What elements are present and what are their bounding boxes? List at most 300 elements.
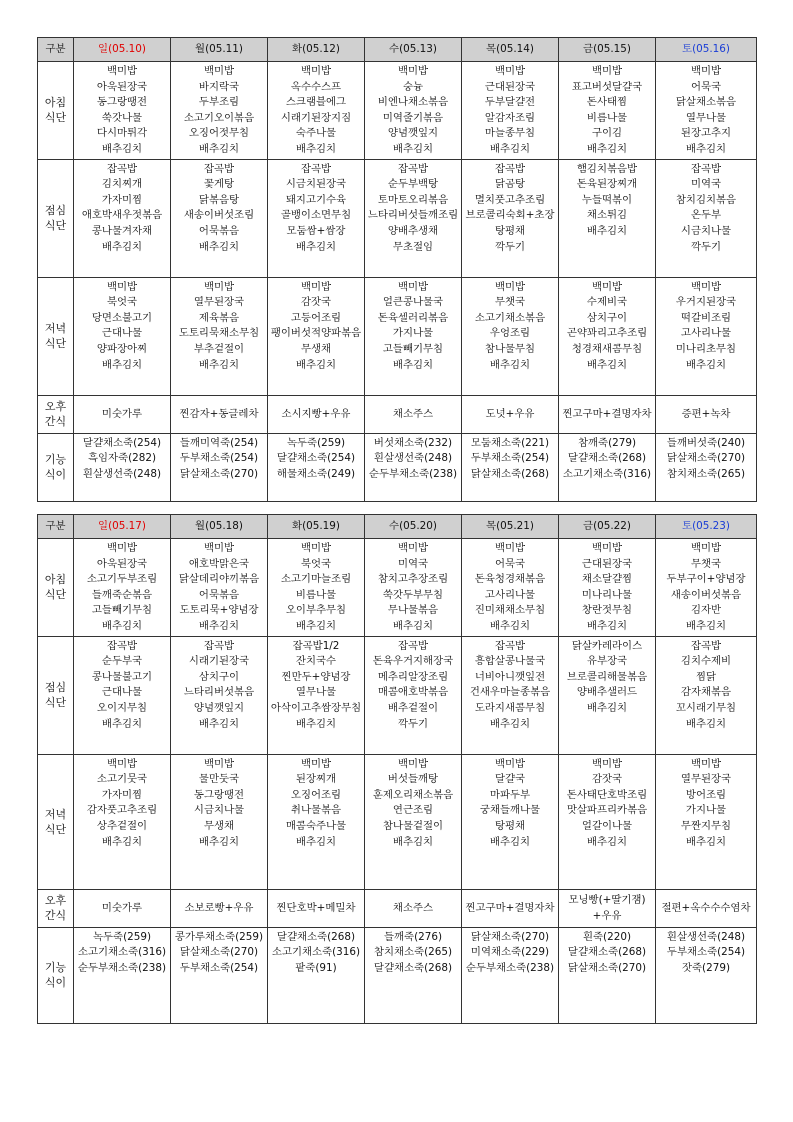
menu-item: 미역줄기볶음 [382, 111, 444, 124]
menu-item: 팥죽(91) [295, 961, 337, 974]
menu-item: 백미밥 [106, 542, 138, 554]
snack-cell [462, 395, 559, 433]
menu-item: 물만둣국 [198, 773, 240, 786]
menu-item: 들깨버섯죽(240) [666, 436, 746, 449]
menu-item: 고들빼기무침 [91, 604, 153, 617]
menu-item: 소고기뭇국 [96, 773, 148, 786]
menu-item: 고사리나물 [484, 588, 536, 601]
menu-item: 느타리버섯볶음 [183, 686, 255, 699]
menu-item: 닭살데리야끼볶음 [178, 573, 260, 586]
special-diet-cell [74, 927, 171, 1023]
menu-item: 우거지된장국 [675, 296, 737, 309]
special-diet-label [38, 927, 74, 1023]
dinner-cell [268, 754, 365, 889]
snack-cell [656, 889, 757, 927]
menu-item: 소고기채소볶음 [474, 311, 546, 324]
menu-item: 비름나물 [295, 588, 337, 601]
menu-item: 도토리묵+양념장 [179, 604, 259, 617]
menu-item: 미역국 [397, 557, 429, 570]
special-diet-row [38, 433, 757, 501]
day-header: 화(05.19) [268, 515, 365, 539]
menu-item: 무챗국 [690, 557, 722, 570]
menu-item: 잡곡밥 [106, 639, 138, 652]
menu-item: 배추김치 [198, 717, 240, 730]
menu-item: 두부조림 [198, 96, 240, 109]
menu-item: 닭살카레라이스 [571, 639, 643, 652]
menu-item: 채소튀김 [586, 209, 628, 222]
row-label-line: 식단 [44, 219, 67, 233]
menu-item: 들깨죽순볶음 [91, 588, 153, 601]
menu-item: 매콤애호박볶음 [377, 686, 449, 699]
menu-item: 표고버섯달걀국 [571, 80, 643, 93]
menu-item: 미역국 [690, 178, 722, 191]
dinner-cell [365, 754, 462, 889]
menu-item: 닭살채소죽(270) [179, 467, 259, 480]
menu-item: 흰살생선죽(248) [82, 467, 162, 480]
menu-item: 잡곡밥 [397, 162, 429, 175]
day-header: 월(05.11) [171, 38, 268, 62]
menu-item: 브로콜리숙회+초장 [465, 209, 555, 222]
dinner-cell [656, 754, 757, 889]
dinner-cell [74, 277, 171, 395]
menu-item: 배추김치 [489, 717, 531, 730]
menu-item: 유부장국 [586, 655, 628, 668]
lunch-cell [171, 636, 268, 754]
menu-item: 순두부국 [101, 655, 143, 668]
menu-item: 꽃게탕 [203, 178, 235, 191]
snack-cell [656, 395, 757, 433]
menu-item: 얼큰콩나물국 [382, 296, 444, 309]
menu-item: 채소주스 [392, 407, 434, 420]
menu-item: 배추김치 [489, 358, 531, 371]
menu-item: 돼지고기수육 [285, 193, 347, 206]
menu-item: 흥합살콩나물국 [474, 655, 546, 668]
menu-item: 달걀채소죽(268) [567, 946, 647, 959]
header-row [38, 38, 757, 62]
menu-item: 백미밥 [300, 542, 332, 554]
dinner-label [38, 754, 74, 889]
menu-item: 백미밥 [690, 280, 722, 293]
menu-item: 소보로빵+우유 [184, 901, 254, 914]
special-diet-cell [171, 433, 268, 501]
menu-item: 두부채소죽(254) [179, 452, 259, 465]
menu-item: 삼치구이 [198, 670, 240, 683]
menu-item: 배추김치 [295, 717, 337, 730]
menu-item: 닭살채소죽(270) [470, 930, 550, 943]
menu-item: 취나물볶음 [290, 804, 342, 817]
menu-item: 양파장아찌 [96, 342, 148, 355]
menu-item: 배추김치 [198, 142, 240, 155]
special-diet-cell [74, 433, 171, 501]
menu-item: 잡곡밥 [494, 639, 526, 652]
menu-item: 흰죽(220) [582, 930, 631, 943]
menu-item: 배추김치 [586, 224, 628, 237]
menu-item: 배추김치 [198, 619, 240, 632]
lunch-cell [365, 636, 462, 754]
menu-item: 도토리묵채소무침 [178, 327, 260, 340]
menu-item: 참치고추장조림 [377, 573, 449, 586]
menu-item: 연근조림 [392, 804, 434, 817]
menu-item: 동그랑땡전 [193, 788, 245, 801]
menu-item: 오이부추무침 [285, 604, 347, 617]
dinner-cell [171, 277, 268, 395]
menu-item: 백미밥 [397, 542, 429, 554]
menu-item: 백미밥 [203, 280, 235, 293]
special-diet-label [38, 433, 74, 501]
breakfast-cell [559, 539, 656, 637]
menu-item: 두부달걀전 [484, 96, 536, 109]
category-header: 구분 [38, 515, 74, 539]
menu-item: 해물채소죽(249) [276, 467, 356, 480]
menu-item: 흰살생선죽(248) [373, 452, 453, 465]
menu-item: 배추김치 [295, 358, 337, 371]
menu-item: 배추김치 [685, 835, 727, 848]
row-label-line: 오후 [44, 400, 67, 414]
menu-item: 북엇국 [300, 557, 332, 570]
menu-item: 다시마튀각 [96, 127, 148, 140]
menu-item: 무초절임 [392, 240, 434, 253]
header-row [38, 515, 757, 539]
menu-item: 닭살채소죽(270) [666, 452, 746, 465]
menu-item: 부추겉절이 [193, 342, 245, 355]
day-header: 수(05.13) [365, 38, 462, 62]
dinner-cell [656, 277, 757, 395]
menu-item: 녹두죽(259) [92, 930, 152, 943]
special-diet-cell [462, 927, 559, 1023]
menu-item: 찐고구마+결명자차 [465, 901, 555, 914]
menu-item: 감자풋고추조림 [86, 804, 158, 817]
day-header: 월(05.18) [171, 515, 268, 539]
menu-item: 돈사태찜 [586, 96, 628, 109]
snack-label [38, 889, 74, 927]
menu-item: 근대된장국 [484, 80, 536, 93]
menu-item: 백미밥 [397, 65, 429, 77]
row-label-line: 저녁 [44, 807, 67, 821]
menu-item: 김자반 [690, 604, 722, 617]
menu-item: 닭살채소볶음 [675, 96, 737, 109]
menu-item: 순두부채소죽(238) [368, 467, 458, 480]
menu-item: 어묵국 [690, 80, 722, 93]
lunch-cell [559, 159, 656, 277]
menu-item: 백미밥 [397, 280, 429, 293]
menu-item: 열무된장국 [193, 296, 245, 309]
menu-item: 비엔나채소볶음 [377, 96, 449, 109]
menu-item: 달걀채소죽(268) [373, 961, 453, 974]
menu-item: 배추김치 [489, 619, 531, 632]
menu-item: 가지나물 [685, 804, 727, 817]
menu-item: 흰살생선죽(248) [666, 930, 746, 943]
menu-item: 백미밥 [591, 280, 623, 293]
day-header: 목(05.14) [462, 38, 559, 62]
menu-item: 채소주스 [392, 901, 434, 914]
breakfast-row [38, 62, 757, 160]
menu-item: 백미밥 [203, 757, 235, 770]
menu-item: 된장고추지 [680, 127, 732, 140]
menu-item: 당면소불고기 [91, 311, 153, 324]
snack-row [38, 395, 757, 433]
breakfast-row [38, 539, 757, 637]
special-diet-cell [171, 927, 268, 1023]
breakfast-cell [656, 62, 757, 160]
menu-item: 어묵볶음 [198, 588, 240, 601]
menu-item: 백미밥 [300, 280, 332, 293]
menu-item: 깍두기 [397, 717, 429, 730]
menu-item: 무생채 [300, 342, 332, 355]
menu-item: 잡곡밥 [690, 162, 722, 175]
dinner-cell [74, 754, 171, 889]
dinner-label [38, 277, 74, 395]
menu-item: 배추김치 [101, 358, 143, 371]
menu-item: 마늘종무침 [484, 127, 536, 140]
menu-item: 미나리초무침 [675, 342, 737, 355]
menu-item: 된장찌개 [295, 773, 337, 786]
menu-item: 콩나물겨자채 [91, 224, 153, 237]
menu-item: 백미밥 [494, 65, 526, 77]
day-header: 화(05.12) [268, 38, 365, 62]
snack-cell [268, 889, 365, 927]
menu-item: 고사리나물 [680, 327, 732, 340]
menu-item: 두부채소죽(254) [666, 946, 746, 959]
menu-item: 팽이버섯적양파볶음 [270, 327, 362, 340]
menu-item: 채소달걀찜 [581, 573, 633, 586]
menu-item: 청경채새콤무침 [571, 342, 643, 355]
menu-item: 도라지새콤무침 [474, 701, 546, 714]
menu-item: 찜닭 [695, 670, 717, 683]
menu-item: 온두부 [690, 209, 722, 222]
row-label-line: 아침 [44, 96, 67, 110]
menu-item: 시금치나물 [193, 804, 245, 817]
menu-item: 백미밥 [300, 757, 332, 770]
special-diet-cell [365, 433, 462, 501]
lunch-cell [559, 636, 656, 754]
menu-item: 두부구이+양념장 [666, 573, 746, 586]
menu-item: 미나리나물 [581, 588, 633, 601]
row-label-line: 오후 [44, 894, 67, 908]
snack-cell [268, 395, 365, 433]
menu-item: 배추김치 [586, 835, 628, 848]
lunch-cell [268, 636, 365, 754]
menu-item: 양념깻잎지 [387, 127, 439, 140]
menu-item: 백미밥 [300, 65, 332, 77]
menu-item: 소고기두부조림 [86, 573, 158, 586]
breakfast-label [38, 539, 74, 637]
special-diet-cell [656, 927, 757, 1023]
menu-item: 방어조림 [685, 788, 727, 801]
menu-item: 감잣국 [300, 296, 332, 309]
special-diet-cell [268, 927, 365, 1023]
menu-item: 찐만두+양념장 [281, 670, 351, 683]
menu-item: 배추김치 [101, 835, 143, 848]
menu-item: 구이김 [591, 127, 623, 140]
menu-item: 숭늉 [402, 80, 424, 93]
menu-item: 닭살채소죽(270) [567, 961, 647, 974]
lunch-cell [462, 636, 559, 754]
menu-item: 백미밥 [106, 65, 138, 77]
menu-item: 누들떡볶이 [581, 193, 633, 206]
menu-item: 돈육셀러리볶음 [377, 311, 449, 324]
menu-item: 무나물볶음 [387, 604, 439, 617]
menu-item: 배추김치 [489, 835, 531, 848]
menu-item: 배추김치 [198, 240, 240, 253]
menu-item: 메추리알장조림 [377, 670, 449, 683]
menu-item: 멸치풋고추조림 [474, 193, 546, 206]
day-header: 토(05.16) [656, 38, 757, 62]
menu-item: 어묵국 [494, 557, 526, 570]
menu-item: 달걀채소죽(254) [276, 452, 356, 465]
dinner-cell [559, 754, 656, 889]
dinner-cell [365, 277, 462, 395]
menu-item: 시래기된장지짐 [280, 111, 352, 124]
menu-item: 숙주나물 [295, 127, 337, 140]
menu-item: 탕평채 [494, 224, 526, 237]
menu-item: 오징어조림 [290, 788, 342, 801]
menu-item: 미숫가루 [101, 407, 143, 420]
menu-item: 모둠쌈+쌈장 [286, 224, 346, 237]
menu-item: 소고기오이볶음 [183, 111, 255, 124]
special-diet-cell [559, 433, 656, 501]
menu-item: 어묵볶음 [198, 224, 240, 237]
menu-item: 떡갈비조림 [680, 311, 732, 324]
menu-item: 양념깻잎지 [193, 701, 245, 714]
menu-item: 얼갈이나물 [581, 819, 633, 832]
menu-item: 백미밥 [690, 542, 722, 554]
menu-item: 미숫가루 [101, 901, 143, 914]
menu-item: 쑥갓나물 [101, 111, 143, 124]
day-header: 목(05.21) [462, 515, 559, 539]
menu-item: 배추김치 [101, 142, 143, 155]
menu-item: 백미밥 [591, 542, 623, 554]
menu-item: 백미밥 [591, 65, 623, 77]
menu-item: 배추김치 [101, 240, 143, 253]
row-label-line: 식단 [44, 696, 67, 710]
breakfast-cell [268, 539, 365, 637]
menu-item: 돈육청경채볶음 [474, 573, 546, 586]
menu-item: 도넛+우유 [485, 407, 535, 420]
special-diet-cell [559, 927, 656, 1023]
menu-item: 배추김치 [295, 619, 337, 632]
menu-item: 동그랑땡전 [96, 96, 148, 109]
dinner-cell [462, 754, 559, 889]
menu-item: 잡곡밥 [106, 162, 138, 175]
breakfast-cell [462, 62, 559, 160]
menu-item: 비름나물 [586, 111, 628, 124]
menu-item: 배추김치 [685, 619, 727, 632]
menu-item: 들깨죽(276) [383, 930, 443, 943]
row-label-line: 식단 [44, 822, 67, 836]
menu-item: 버섯채소죽(232) [373, 436, 453, 449]
menu-item: 알감자조림 [484, 111, 536, 124]
lunch-row [38, 636, 757, 754]
menu-item: 들깨미역죽(254) [179, 436, 259, 449]
menu-item: 배추김치 [392, 619, 434, 632]
special-diet-cell [268, 433, 365, 501]
snack-cell [171, 889, 268, 927]
snack-cell [365, 395, 462, 433]
row-label-line: 식단 [44, 111, 67, 125]
menu-item: 무짠지무침 [680, 819, 732, 832]
dinner-cell [559, 277, 656, 395]
menu-item: 바지락국 [198, 80, 240, 93]
menu-item: 백미밥 [690, 65, 722, 77]
menu-item: 고들빼기무침 [382, 342, 444, 355]
menu-item: 배추김치 [685, 358, 727, 371]
breakfast-cell [74, 62, 171, 160]
special-diet-cell [656, 433, 757, 501]
breakfast-cell [462, 539, 559, 637]
menu-item: 배추김치 [392, 358, 434, 371]
menu-item: 백미밥 [690, 757, 722, 770]
row-label-line: 기능 [44, 961, 67, 975]
menu-item: 가자미찜 [101, 193, 143, 206]
menu-item: 절편+옥수수수염차 [661, 901, 751, 914]
menu-item: 백미밥 [203, 542, 235, 554]
breakfast-cell [656, 539, 757, 637]
menu-item: 감자채볶음 [680, 686, 732, 699]
menu-item: 소고기채소죽(316) [271, 946, 361, 959]
breakfast-cell [171, 539, 268, 637]
menu-item: 잔치국수 [295, 655, 337, 668]
lunch-label [38, 636, 74, 754]
day-header: 수(05.20) [365, 515, 462, 539]
menu-item: 백미밥 [494, 757, 526, 770]
menu-item: 참나물겉절이 [382, 819, 444, 832]
menu-item: 닭살채소죽(270) [179, 946, 259, 959]
menu-item: 참치채소죽(265) [666, 467, 746, 480]
category-header: 구분 [38, 38, 74, 62]
dinner-row [38, 754, 757, 889]
menu-item: 열무된장국 [680, 773, 732, 786]
menu-item: 애호박새우젓볶음 [81, 209, 163, 222]
lunch-label [38, 159, 74, 277]
menu-item: 배추김치 [198, 358, 240, 371]
menu-item: 백미밥 [106, 757, 138, 770]
menu-item: 참치채소죽(265) [373, 946, 453, 959]
row-label-line: 간식 [44, 909, 67, 923]
menu-item: 김치찌개 [101, 178, 143, 191]
lunch-cell [268, 159, 365, 277]
menu-item: 백미밥 [106, 280, 138, 293]
menu-item: 배추김치 [295, 142, 337, 155]
menu-item: 시래기된장국 [188, 655, 250, 668]
menu-item: 건새우마늘종볶음 [469, 686, 551, 699]
menu-item: 열무나물 [685, 111, 727, 124]
dinner-row [38, 277, 757, 395]
menu-item: 참치김치볶음 [675, 193, 737, 206]
row-label-line: 식단 [44, 588, 67, 602]
menu-item: 닭볶음탕 [198, 193, 240, 206]
menu-item: 시금치된장국 [285, 178, 347, 191]
menu-item: 잡곡밥1/2 [292, 639, 340, 652]
dinner-cell [462, 277, 559, 395]
menu-item: 감잣국 [591, 773, 623, 786]
menu-item: 삼치구이 [586, 311, 628, 324]
menu-item: 콩가루채소죽(259) [174, 930, 264, 943]
breakfast-cell [268, 62, 365, 160]
menu-item: 수제비국 [586, 296, 628, 309]
menu-item: 배추김치 [586, 142, 628, 155]
menu-item: 녹두죽(259) [286, 436, 346, 449]
menu-item: 두부채소죽(254) [179, 961, 259, 974]
menu-item: 백미밥 [591, 757, 623, 770]
breakfast-cell [365, 539, 462, 637]
menu-item: 배추김치 [101, 619, 143, 632]
menu-item: 양배추샐러드 [576, 686, 638, 699]
menu-item: 배추겉절이 [387, 701, 439, 714]
menu-item: 증편+녹차 [681, 407, 731, 420]
menu-item: 아욱된장국 [96, 557, 148, 570]
menu-item: 버섯들깨탕 [387, 773, 439, 786]
menu-item: 브로콜리해물볶음 [566, 670, 648, 683]
